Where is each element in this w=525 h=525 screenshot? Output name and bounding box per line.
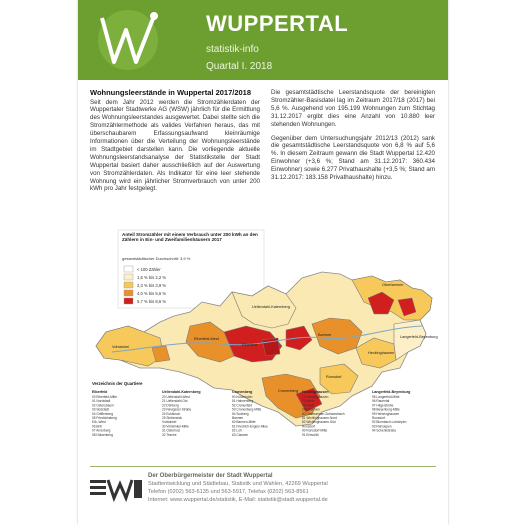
- index-entry: 98 Beyenburg-Mitte: [372, 407, 400, 412]
- index-entry: Ronsdorf: [372, 416, 385, 420]
- district-label: Barmen: [318, 333, 332, 337]
- index-entry: 93 Rehsiepen: [372, 424, 392, 429]
- index-column-title: Langerfeld-Beyenburg: [372, 390, 411, 394]
- index-entry: Barmen: [232, 416, 244, 420]
- index-column-title: Uellendahl-Katernberg: [162, 390, 201, 394]
- header-banner: [78, 0, 448, 80]
- footer-imprint: [148, 472, 438, 504]
- quarter-label: Quartal I. 2018: [206, 61, 273, 72]
- legend-item-label: 5,7 % bis 8,6 %: [137, 299, 167, 304]
- legend-swatch: [124, 266, 133, 272]
- index-entry: 05 Friedrichsberg: [92, 416, 117, 420]
- index-entry: 82 Wichlinghausen-Süd: [302, 420, 336, 425]
- index-entry: 03 Südstadt: [92, 407, 110, 412]
- intro-paragraph: Seit dem Jahr 2012 werden die Stromzählerdaten der Wuppertaler Stadtwerke AG (WSW) jährlich für die Ermittlung des Wohnungsleerstandes ausgewertet. Dabei stellte sich die Stromzählermethode als valides Verfahren heraus, das mit überschaubarem Erfassungsaufwand kleinräumige Informationen über die Verteilung der Wohnungsleerstände im Stadtgebiet darstellen kann. Die vorliegende aktuelle Wohnungsleerstandsanalyse der Statistikstelle der Stadt Wuppertal basiert daher ausschließlich auf der Auswertung von Stromzählerdaten. Als Indikator für eine leer stehende Wohnung wird ein jährlicher Stromverbrauch von unter 200 kWh pro Jahr festgelegt.: [90, 98, 260, 193]
- district-label: Oberbarmen: [382, 283, 404, 287]
- article-heading: Wohnungsleerstände in Wuppertal 2017/2018: [90, 88, 252, 97]
- legend-title: Anteil Stromzähler mit einem Verbrauch unter 200 kWh an den Zählern in Ein- und Zweifamilienhäusern 2017: [122, 232, 258, 243]
- index-entry: 70 Heckinghausen: [302, 395, 329, 399]
- index-entry: Oberbarmen: [302, 407, 320, 412]
- legend-average-note: gesamtstädtischer Durchschnitt: 3,9 %: [122, 256, 191, 261]
- index-title: Verzeichnis der Quartiere: [92, 381, 143, 386]
- index-entry: 30 Vohwinkel-Mitte: [162, 424, 189, 429]
- index-entry: 92 Blombach-Lohsiepen: [372, 420, 407, 425]
- index-entry: 21 Uellendahl-Ost: [162, 399, 188, 404]
- quota-paragraph: Die gesamtstädtische Leerstandsquote der bereinigten Stromzähler-Basisdatei lag im Zeitraum 2017/18 (2017) bei 5,6 %. Ausgehend von 195.199 Wohnungen zum Stichtag 31.12.2017 ergibt dies eine Anzahl von 10.880 leer stehenden Wohnungen.: [271, 89, 435, 128]
- index-entry: 23 Nevigeser Straße: [162, 407, 192, 412]
- index-entry: 62 Loh: [232, 428, 242, 433]
- district-label: Elberfeld-West: [194, 337, 219, 341]
- index-entry: 52 Cronenfeld: [232, 403, 253, 408]
- district-label: Vohwinkel: [112, 345, 130, 349]
- publication-subtitle: statistik-info: [206, 44, 259, 55]
- district-label: Cronenberg: [278, 389, 299, 393]
- index-entry: 08 Nützenberg: [92, 432, 113, 437]
- index-entry: 51 Hahnerberg: [232, 399, 254, 404]
- index-entry: Vohwinkel: [162, 420, 177, 425]
- index-entry: 24 Eckbusch: [162, 411, 181, 416]
- index-entry: 95 Langerfeld-Mitte: [372, 395, 400, 399]
- footer-line-1: Stadtentwicklung und Städtebau, Statistik und Wahlen, 42269 Wuppertal: [148, 481, 328, 487]
- index-entry: 90 Ronsdorf-Mitte: [302, 428, 328, 433]
- footer-line-2: Telefon (0202) 563-6135 und 563-5917, Telefax (0202) 563-8561: [148, 489, 309, 495]
- index-column-title: Heckinghausen: [302, 390, 329, 394]
- index-entry: 50 Küllenhahn: [232, 395, 253, 399]
- index-entry: 20 Uellendahl-West: [162, 395, 190, 399]
- index-column-title: Elberfeld: [92, 390, 108, 394]
- index-entry: 91 Erbschlö: [302, 432, 319, 437]
- index-entry: 54 Sudberg: [232, 411, 249, 416]
- right-text-column: [271, 89, 435, 188]
- index-entry: 07 Arrenberg: [92, 428, 111, 433]
- district-label: Heckinghausen: [368, 351, 395, 355]
- index-entry: Ronsdorf: [302, 424, 315, 429]
- left-text-column: [90, 89, 260, 199]
- index-entry: 32 Tesche: [162, 432, 177, 437]
- index-entry: 71 Beule: [302, 399, 315, 404]
- legend-swatch: [124, 282, 133, 288]
- index-entry: 97 Hilgershöhe: [372, 403, 394, 408]
- district-label: Ronsdorf: [326, 375, 342, 379]
- index-column-title: Cronenberg: [232, 390, 253, 394]
- statistik-info-page: [78, 0, 448, 525]
- index-entry: 81 Wichlinghausen-Nord: [302, 416, 337, 420]
- footer-org: Der Oberbürgermeister der Stadt Wuppertal: [148, 473, 273, 479]
- index-entry: 80 Oberbarmen-Schwarzbach: [302, 411, 345, 416]
- index-entry: 61 Friedrich-Engels-Allee: [232, 424, 268, 429]
- district-label: Langerfeld-Beyenburg: [400, 335, 438, 339]
- legend-swatch: [124, 274, 133, 280]
- index-entry: 02 Ostersbaum: [92, 403, 114, 408]
- index-entry: 04 Grifflenberg: [92, 411, 114, 416]
- footer-line-3: Internet: www.wuppertal.de/statistik, E-Mail: statistik@stadt.wuppertal.de: [148, 497, 328, 503]
- district-label: Elberfeld: [242, 343, 257, 347]
- legend-swatch: [124, 290, 133, 296]
- index-entry: 53 Cronenberg-Mitte: [232, 407, 262, 412]
- comparison-paragraph: Gegenüber dem Untersuchungsjahr 2012/13 (2012) sank die gesamtstädtische Leerstandsquote von 6,8 % auf 5,6 %. In diesem Zeitraum gewann die Stadt Wuppertal 12.420 Einwohner (+3,6 %; Stand am 31.12.2017: 360.434 Einwohner) sowie 6.277 Privathaushalte (+3,5 %; Stand am 31.12.2017: 183.158 Privathaushalte) hinzu.: [271, 134, 435, 182]
- city-wordmark-logo-icon: [90, 476, 142, 502]
- index-entry: 31 Osterholz: [162, 428, 181, 433]
- index-entry: 00 Elberfeld-Mitte: [92, 395, 117, 399]
- legend-item-label: 1,5 % bis 2,2 %: [137, 275, 167, 280]
- index-entry: 06 Brill: [92, 424, 102, 429]
- legend-item-label: < 100 Zähler: [137, 267, 161, 272]
- index-entry: Elb.-West: [92, 420, 106, 425]
- index-entry: 22 Dönberg: [162, 403, 179, 408]
- vacancy-map: [82, 228, 444, 443]
- index-entry: 25 Siebeneick: [162, 416, 183, 420]
- index-entry: 72 Heidt: [302, 403, 314, 408]
- city-title: WUPPERTAL: [206, 11, 349, 36]
- footer-divider: [90, 466, 436, 467]
- index-entry: 60 Barmen-Mitte: [232, 420, 256, 425]
- index-entry: 96 Rauental: [372, 399, 390, 404]
- legend-item-label: 4,0 % bis 5,6 %: [137, 291, 167, 296]
- legend-item-label: 2,3 % bis 3,9 %: [137, 283, 167, 288]
- index-entry: 94 Schenkstraße: [372, 428, 397, 433]
- index-entry: 63 Clausen: [232, 432, 249, 437]
- index-entry: 99 Herbringhausen: [372, 411, 400, 416]
- index-entry: 01 Nordstadt: [92, 399, 111, 404]
- legend-swatch: [124, 298, 133, 304]
- district-label: Uellendahl-Katernberg: [252, 305, 290, 309]
- city-w-logo-icon: [96, 8, 160, 72]
